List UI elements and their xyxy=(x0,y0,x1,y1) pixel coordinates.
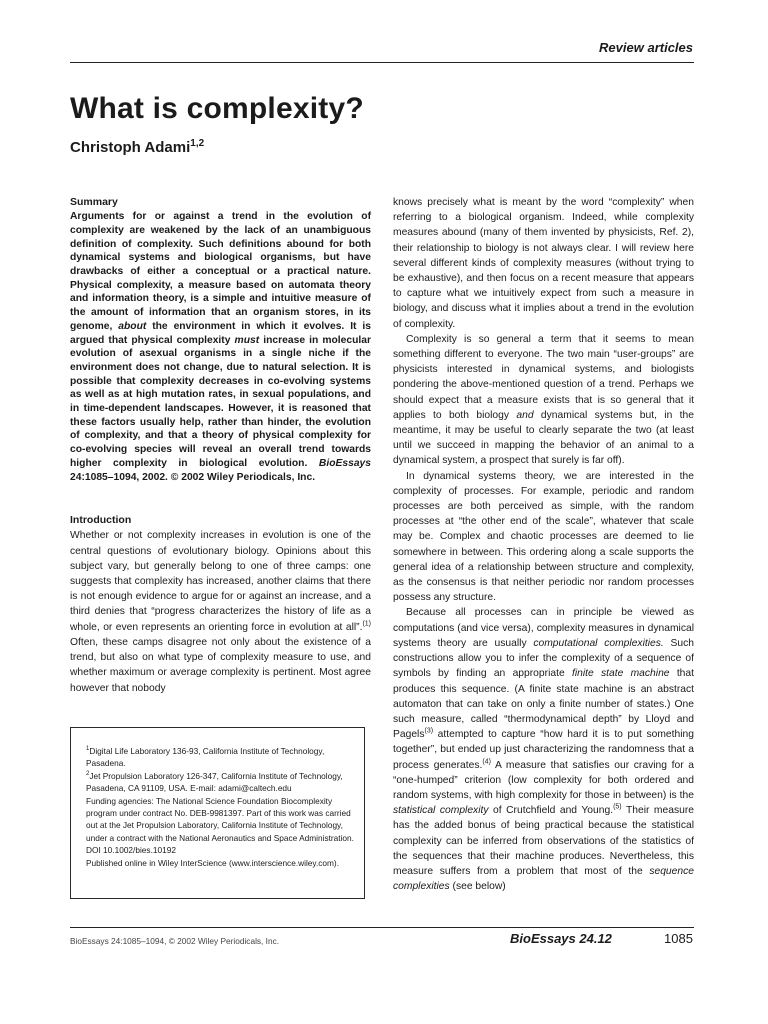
right-p4-text-5: A measure that satisfies our craving for a “one-humped” criterion (low complexity for both ordered and random systems, with high complexity for those in between) is the xyxy=(393,759,694,801)
section-label: Review articles xyxy=(599,40,693,55)
footnote-affiliation-1 xyxy=(86,745,358,770)
right-p2-text-1: Complexity is so general a term that it seems to mean something different to everyone. The two main “user-groups” are physicists interested in dynamical systems, and biologists pondering the above-mentioned question of a trend. Perhaps we should expect that a measure exists that is so general that it applies to both biology xyxy=(393,333,694,421)
summary-text-3: increase in molecular evolution of asexual organisms in a single niche if the environment does not change, due to natural selection. It is possible that complexity decreases in co-evolving systems as well as at high mutation rates, in sexual populations, and in time-dependent landscapes. However, it is reasoned that these factors usually help, rather than hinder, the evolution of complexity, and that a theory of physical complexity for co-evolving species will reveal an overall trend towards higher complexity in biological evolution. xyxy=(70,334,371,469)
introduction-heading: Introduction xyxy=(70,514,132,527)
footnote-funding: Funding agencies: The National Science Foundation Biocomplexity program under contract No. DEB-9981397. Part of this work was carried out at the Jet Propulsion Laboratory, California Institute of Technology, under a contract with the National Aeronautics and Space Administration. xyxy=(86,795,354,843)
footer-citation: BioEssays 24:1085–1094, © 2002 Wiley Periodicals, Inc. xyxy=(70,936,280,946)
page-number: 1085 xyxy=(664,931,693,946)
footnote-affiliation-2 xyxy=(86,770,358,795)
author-affiliation-marks: 1,2 xyxy=(190,138,205,149)
reference-3: (3) xyxy=(424,727,434,735)
right-p4-text-4: attempted to capture “how hard it is to put something together”, but ended up just characterizing the randomness that a process generates. xyxy=(393,729,694,771)
summary-citation: 24:1085–1094, 2002. © 2002 Wiley Periodicals, Inc. xyxy=(70,471,316,483)
footnotes xyxy=(86,745,358,869)
introduction-paragraph xyxy=(70,528,371,695)
intro-text-1: Whether or not complexity increases in evolution is one of the central questions of evolutionary biology. Opinions about this subject vary, but generally belong to one of three camps: one suggests that complexity has increased, another claims that there is not enough evidence to argue for or against an increase, and a third denies that “progress characterizes the history of life as a whole, or even represents an orienting force in evolution at all”. xyxy=(70,530,371,633)
summary-heading: Summary xyxy=(70,196,118,208)
right-paragraph-4 xyxy=(393,605,694,894)
footer-divider xyxy=(70,927,694,928)
right-p4-text-2: Such constructions allow you to infer the complexity of a sequence of symbols by finding an appropriate xyxy=(393,637,694,680)
right-p4-text-6: of Crutchfield and Young. xyxy=(488,805,614,817)
summary-text-1: Arguments for or against a trend in the evolution of complexity are weakened by the lack of an unambiguous definition of complexity. Such definitions abound for both dynamical systems and biological organisms, but have drawbacks of either a conceptual or a practical nature. Physical complexity, a measure based on automata theory and information theory, is a simple and intuitive measure of the amount of information that an organism stores, in its genome, xyxy=(70,211,371,332)
right-p4-text-3: that produces this sequence. (A finite state machine is an abstract automaton that can take on only a finite number of states.) One such measure, called “thermodynamical depth” by Lloyd and Pagels xyxy=(393,668,694,741)
footer-journal-issue: BioEssays 24.12 xyxy=(510,931,612,946)
right-p4-text-7: Their measure has the added bonus of being practical because the statistical complexity can be inferred from observations of the statistics of the sequences that their machine produces. Nevertheless, this measure suffers from a problem that most of the xyxy=(393,805,694,877)
right-p4-text-1: Because all processes can in principle be viewed as computations (and vice versa), complexity measures in dynamical systems theory are usually xyxy=(393,607,694,649)
author-name xyxy=(70,138,204,156)
reference-5: (5) xyxy=(613,803,622,811)
footnote-1-text: Digital Life Laboratory 136-93, California Institute of Technology, Pasadena. xyxy=(86,746,325,769)
right-paragraph-3 xyxy=(393,469,694,606)
footnote-2-mark: 2 xyxy=(86,771,90,778)
footnote-1-mark: 1 xyxy=(86,746,90,753)
footnote-doi: DOI 10.1002/bies.10192 xyxy=(86,845,176,856)
footnote-published: Published online in Wiley InterScience (www.interscience.wiley.com). xyxy=(86,857,340,868)
header-divider xyxy=(70,62,694,63)
article-title: What is complexity? xyxy=(70,92,364,125)
author-name-text: Christoph Adami xyxy=(70,139,191,156)
right-p4-emphasis-sequence: sequence complexities xyxy=(393,865,694,893)
right-p4-emphasis-fsm: finite state machine xyxy=(571,668,670,680)
summary-paragraph xyxy=(70,210,371,484)
intro-text-2: Often, these camps disagree not only about the existence of a trend, but also on what type of complexity measure to use, and whether maximum or average complexity is pertinent. Most agree however that nobody xyxy=(70,636,371,694)
right-paragraph-2 xyxy=(393,332,694,469)
reference-4: (4) xyxy=(482,758,491,766)
summary-emphasis-must: must xyxy=(234,334,260,346)
right-p4-emphasis-statistical: statistical complexity xyxy=(393,805,489,817)
right-p3-text: In dynamical systems theory, we are interested in the complexity of processes. For example, periodic and random processes are both perceived as simple, with the random processes at “the other end of the scale”, whatever that scale may be. Complex and chaotic processes are deemed to lie somewhere in between. This ordering along a scale supports the general idea of a relationship between structure and complexity, as the consensus is that neither periodic nor random processes possess any structure. xyxy=(393,470,694,604)
right-p4-emphasis-computational: computational complexities. xyxy=(533,637,664,649)
summary-emphasis-about: about xyxy=(118,320,147,332)
left-column xyxy=(70,195,371,696)
footnote-2-text: Jet Propulsion Laboratory 126-347, California Institute of Technology, Pasadena, CA 91109, USA. E-mail: adami@caltech.edu xyxy=(86,770,343,794)
right-p4-text-8: (see below) xyxy=(449,881,506,893)
reference-1: (1) xyxy=(362,620,371,628)
summary-text-2: the environment in which it evolves. It is argued that physical complexity xyxy=(70,320,371,346)
right-column xyxy=(393,195,694,894)
right-p2-emphasis-and: and xyxy=(516,409,534,421)
right-p1-text: knows precisely what is meant by the word “complexity” when referring to a biological organism. Indeed, while complexity measures abound (many of them invented by physicists, Ref. 2), their relationship to biology is not always clear. I will review here several different kinds of complexity measures (without trying to be exhaustive), and then focus on a recent measure that appears to capture what we intuitively expect from such a measure in biology, and discuss what it implies about a trend in the evolution of complexity. xyxy=(393,197,694,330)
right-p2-text-2: dynamical systems but, in the meantime, it may be useful to clearly separate the two (at least until we succeed in mapping the behavior of an animal to a dynamical system, a prospect that surely is far off). xyxy=(393,409,694,467)
right-paragraph-1 xyxy=(393,195,694,332)
summary-journal-name: BioEssays xyxy=(318,457,371,469)
